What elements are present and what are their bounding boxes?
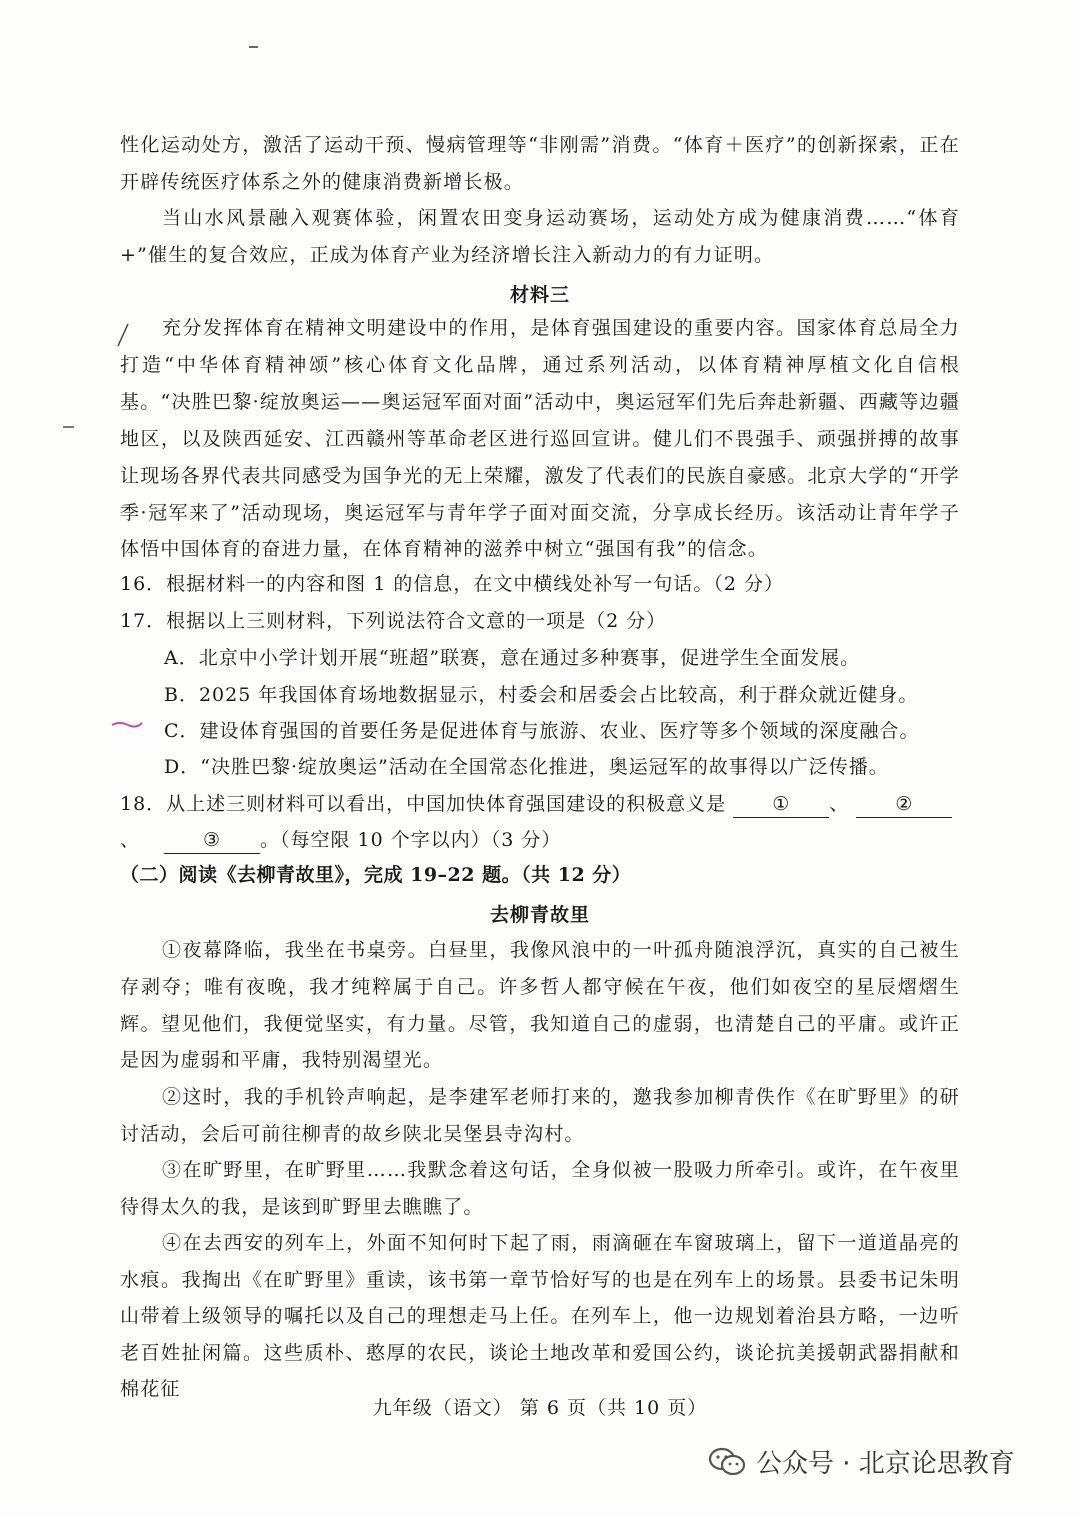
article-title: 去柳青故里 xyxy=(489,904,590,926)
page-footer: 九年级（语文） 第 6 页（共 10 页） xyxy=(372,1397,708,1419)
article-paragraph-1: ①夜幕降临，我坐在书桌旁。白昼里，我像风浪中的一叶孤舟随浪浮沉，真实的自己被生存剥夺；唯有夜晚，我才纯粹属于自己。许多哲人都守候在午夜，他们如夜空的星辰熠熠生辉。望见他们，我便觉坚实，有力量。尽管，我知道自己的虚弱，也清楚自己的平庸。或许正是因为虚弱和平庸，我特别渴望光。 xyxy=(120,939,960,1072)
q17-option-c: C．建设体育强国的首要任务是促进体育与旅游、农业、医疗等多个领域的深度融合。 xyxy=(164,720,920,742)
pencil-mark-top xyxy=(248,44,260,50)
pink-check-mark xyxy=(110,717,144,731)
q17-option-a: A．北京中小学计划开展“班超”联赛，意在通过多种赛事，促进学生全面发展。 xyxy=(164,647,861,669)
wechat-icon xyxy=(708,1447,746,1477)
q17-option-b: B．2025 年我国体育场地数据显示，村委会和居委会占比较高，利于群众就近健身。 xyxy=(164,684,919,706)
article-paragraph-2: ②这时，我的手机铃声响起，是李建军老师打来的，邀我参加柳青佚作《在旷野里》的研讨活动，会后可前往柳青的故乡陕北吴堡县寺沟村。 xyxy=(120,1086,960,1145)
section-2-heading: （二）阅读《去柳青故里》，完成 19–22 题。（共 12 分） xyxy=(120,864,632,886)
pencil-mark-slash xyxy=(114,322,134,348)
q18-separator-1: 、 xyxy=(829,793,850,815)
material3-text: 充分发挥体育在精神文明建设中的作用，是体育强国建设的重要内容。国家体育总局全力打造“中华体育精神颂”核心体育文化品牌，通过系列活动，以体育精神厚植文化自信根基。“决胜巴黎·绽放奥运——奥运冠军面对面”活动中，奥运冠军们先后奔赴新疆、西藏等边疆地区，以及陕西延安、江西赣州等革命老区进行巡回宣讲。健儿们不畏强手、顽强拼搏的故事让现场各界代表共同感受为国争光的无上荣耀，激发了代表们的民族自豪感。北京大学的“开学季·冠军来了”活动现场，奥运冠军与青年学子面对面交流，分享成长经历。该活动让青年学子体悟中国体育的奋进力量，在体育精神的滋养中树立“强国有我”的信念。 xyxy=(120,317,960,561)
watermark-text: 公众号 · 北京论思教育 xyxy=(756,1449,1015,1479)
q17-option-d: D．“决胜巴黎·绽放奥运”活动在全国常态化推进，奥运冠军的故事得以广泛传播。 xyxy=(164,756,889,778)
q18-blank-2[interactable]: ② xyxy=(856,791,952,818)
paragraph-top-1: 性化运动处方，激活了运动干预、慢病管理等“非刚需”消费。“体育＋医疗”的创新探索，正在开辟传统医疗体系之外的健康消费新增长极。 xyxy=(120,134,960,193)
q18-blank-3[interactable]: ③ xyxy=(164,827,260,854)
material3-title: 材料三 xyxy=(509,284,570,306)
q18-suffix: 。（每空限 10 个字以内）（3 分） xyxy=(260,829,562,851)
q18-prefix: 18．从上述三则材料可以看出，中国加快体育强国建设的积极意义是 xyxy=(120,793,727,815)
pencil-mark-dash xyxy=(62,424,76,430)
question-18-line2 xyxy=(164,822,1014,858)
q18-blank-1[interactable]: ① xyxy=(733,791,829,818)
article-paragraph-4: ④在去西安的列车上，外面不知何时下起了雨，雨滴砸在车窗玻璃上，留下一道道晶亮的水痕。我掏出《在旷野里》重读，该书第一章节恰好写的也是在列车上的场景。县委书记朱明山带着上级领导的嘱托以及自己的理想走马上任。在列车上，他一边规划着治县方略，一边听老百姓扯闲篇。这些质朴、憨厚的农民，谈论土地改革和爱国公约，谈论抗美援朝武器捐献和棉花征 xyxy=(120,1232,960,1401)
q18-separator-2: 、 xyxy=(120,829,141,851)
question-16: 16．根据材料一的内容和图 1 的信息，在文中横线处补写一句话。（2 分） xyxy=(120,573,784,595)
paragraph-top-2: 当山水风景融入观赛体验，闲置农田变身运动赛场，运动处方成为健康消费……“体育+”催生的复合效应，正成为体育产业为经济增长注入新动力的有力证明。 xyxy=(120,207,960,266)
article-paragraph-3: ③在旷野里，在旷野里……我默念着这句话，全身似被一股吸力所牵引。或许，在午夜里待得太久的我，是该到旷野里去瞧瞧了。 xyxy=(120,1159,960,1218)
watermark xyxy=(708,1443,1015,1480)
question-17: 17．根据以上三则材料，下列说法符合文意的一项是（2 分） xyxy=(120,610,667,632)
